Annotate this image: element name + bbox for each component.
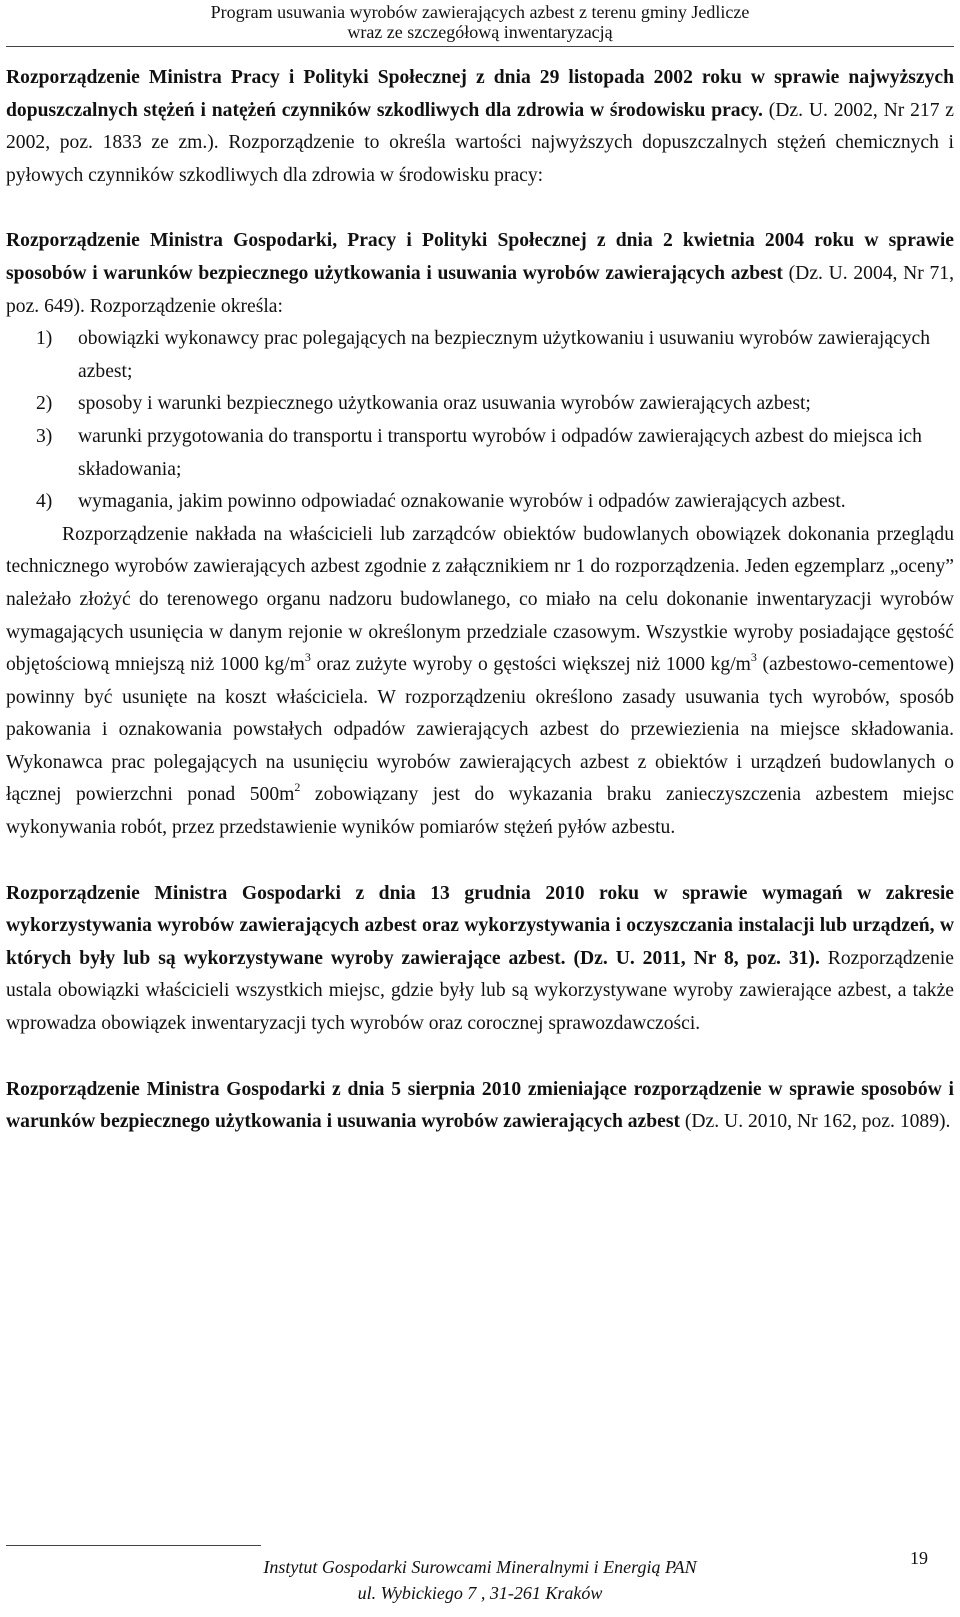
list-item xyxy=(6,388,954,421)
list-item-text: wymagania, jakim powinno odpowiadać oznakowanie wyrobów i odpadów zawierających azbest. xyxy=(78,491,846,513)
superscript: 3 xyxy=(304,649,311,664)
text-run: Rozporządzenie nakłada na właścicieli lub zarządców obiektów budowlanych obowiązek dokonania przeglądu technicznego wyrobów zawierających azbest zgodnie z załącznikiem nr 1 do rozporządzenia. Jeden egzemplarz „oceny” należało złożyć do terenowego organu nadzoru budowlanego, co miało na celu dokonanie inwentaryzacji wyrobów wymagających usunięcia w danym rejonie w określonym przedziale czasowym. Wszystkie wyroby posiadające gęstość objętościową mniejszą niż 1000 kg/m xyxy=(6,523,954,676)
superscript: 3 xyxy=(750,649,757,664)
list-item xyxy=(6,421,954,486)
list-item xyxy=(6,486,954,519)
header-divider xyxy=(6,46,954,47)
regulation-title: Rozporządzenie Ministra Gospodarki, Pracy i Polityki Społecznej z dnia 2 kwietnia 2004 roku w sprawie sposobów i warunków bezpiecznego użytkowania i usuwania wyrobów zawierających azbest xyxy=(6,230,954,284)
regulation-text: (Dz. U. 2004, Nr 71, poz. 649). Rozporządzenie określa: xyxy=(6,262,954,317)
spacer xyxy=(6,1041,954,1074)
regulation-details-paragraph xyxy=(6,519,954,845)
regulation-title: Rozporządzenie Ministra Gospodarki z dnia 5 sierpnia 2010 zmieniające rozporządzenie w sprawie sposobów i warunków bezpiecznego użytkowania i usuwania wyrobów zawierających azbest xyxy=(6,1078,954,1133)
regulation-paragraph-1 xyxy=(6,62,954,192)
list-item-number: 4) xyxy=(36,491,53,513)
regulation-paragraph-2 xyxy=(6,225,954,323)
footer-divider xyxy=(6,1545,261,1546)
text-run: oraz zużyte wyroby o gęstości większej niż 1000 kg/m xyxy=(310,654,751,676)
document-body xyxy=(6,62,954,1139)
spacer xyxy=(6,192,954,225)
regulation-text: Rozporządzenie ustala obowiązki właścicieli wszystkich miejsc, gdzie były lub są wykorzystywane wyroby zawierające azbest, a także wprowadza obowiązek inwentaryzacji tych wyrobów oraz corocznej sprawozdawczości. xyxy=(6,947,954,1035)
regulation-text: (Dz. U. 2010, Nr 162, poz. 1089). xyxy=(679,1111,951,1133)
regulation-text: (Dz. U. 2002, Nr 217 z 2002, poz. 1833 ze zm.). Rozporządzenie to określa wartości najwyższych dopuszczalnych stężeń chemicznych i pyłowych czynników szkodliwych dla zdrowia w środowisku pracy: xyxy=(6,99,955,186)
list-item-text: sposoby i warunki bezpiecznego użytkowania oraz usuwania wyrobów zawierających azbest; xyxy=(78,393,811,415)
footer-address: ul. Wybickiego 7 , 31-261 Kraków xyxy=(357,1583,603,1603)
regulation-title: Rozporządzenie Ministra Gospodarki z dnia 13 grudnia 2010 roku w sprawie wymagań w zakresie wykorzystywania wyrobów zawierających azbest oraz wykorzystywania i oczyszczania instalacji lub urządzeń, w których były lub są wykorzystywane wyroby zawierające azbest. (Dz. U. 2011, Nr 8, poz. 31). xyxy=(6,882,954,969)
regulation-paragraph-3 xyxy=(6,878,954,1041)
regulation-paragraph-4 xyxy=(6,1074,954,1139)
list-item-number: 3) xyxy=(36,425,53,447)
list-item-number: 1) xyxy=(36,328,53,350)
regulation-title: Rozporządzenie Ministra Pracy i Polityki Społecznej z dnia 29 listopada 2002 roku w sprawie najwyższych dopuszczalnych stężeń i natężeń czynników szkodliwych dla zdrowia w środowisku pracy. xyxy=(6,67,954,121)
text-run: (azbestowo-cementowe) powinny być usunięte na koszt właściciela. W rozporządzeniu określono zasady usuwania tych wyrobów, sposób pakowania i oznakowania powstałych odpadów zawierających azbest do przewiezienia na miejsce składowania. Wykonawca prac polegających na usunięciu wyrobów zawierających azbest z obiektów i urządzeń budowlanych o łącznej powierzchni ponad 500m xyxy=(6,654,955,806)
list-item-text: obowiązki wykonawcy prac polegających na bezpiecznym użytkowaniu i usuwaniu wyrobów zawierających azbest; xyxy=(78,328,931,382)
list-item-text: warunki przygotowania do transportu i transportu wyrobów i odpadów zawierających azbest do miejsca ich składowania; xyxy=(78,425,922,480)
footer-institute: Instytut Gospodarki Surowcami Mineralnymi i Energią PAN xyxy=(263,1557,697,1577)
header-title-line2: wraz ze szczegółową inwentaryzacją xyxy=(347,22,613,42)
header-title-line1: Program usuwania wyrobów zawierających azbest z terenu gminy Jedlicze xyxy=(210,2,750,22)
superscript: 2 xyxy=(294,779,301,794)
list-item-number: 2) xyxy=(36,393,53,415)
list-item xyxy=(6,323,954,388)
page-footer xyxy=(0,1554,960,1614)
text-run: zobowiązany jest do wykazania braku zanieczyszczenia azbestem miejsc wykonywania robót, przez przedstawienie wyników pomiarów stężeń pyłów azbestu. xyxy=(6,784,954,839)
regulation-scope-list xyxy=(6,323,954,519)
page-number: 19 xyxy=(910,1548,928,1568)
spacer xyxy=(6,845,954,878)
